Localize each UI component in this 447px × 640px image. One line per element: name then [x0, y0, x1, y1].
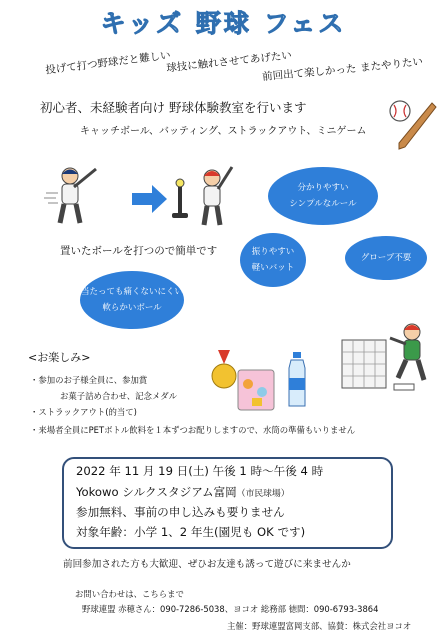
organizer: 主催：野球連盟富岡支部、協賛：株式会社ヨコオ [227, 621, 412, 631]
feature-bubble [268, 167, 378, 225]
intro-main: 初心者、未経験者向け 野球体験教室を行います [40, 100, 307, 115]
tee-caption: 置いたボールを打つので簡単です [60, 245, 218, 257]
fun-item: ・ストラックアウト(的当て) [30, 407, 137, 417]
baseball-bat-icon [385, 95, 439, 157]
welcome-text: 前回参加された方も大歓迎、ぜひお友達も誘って遊びに来ませんか [63, 559, 351, 570]
venue-note: （市民球場） [236, 489, 290, 499]
fun-heading: <お楽しみ> [28, 351, 91, 364]
fun-item: ・参加のお子様全員に、参加賞 [30, 375, 148, 385]
batting-tee-kid-illustration [170, 163, 240, 233]
page-title: キッズ 野球 フェス [100, 9, 347, 38]
tagline: またやりたい [359, 55, 424, 75]
bubble-text: シンプルなルール [289, 199, 357, 209]
bubble-text: 振りやすい [251, 246, 295, 257]
bubble-text: 軟らかいボール [102, 303, 162, 313]
feature-bubble [345, 236, 427, 280]
bubble-text: グローブ不要 [360, 252, 412, 263]
event-venue [76, 484, 290, 500]
event-date: 2022 年 11 月 19 日(土) 午後 1 時～午後 4 時 [76, 464, 324, 478]
fun-item: お菓子詰め合わせ、記念メダル [60, 391, 177, 401]
tagline: 投げて打つ野球だと難しい [44, 49, 172, 77]
intro-activities: キャッチボール、バッティング、ストラックアウト、ミニゲーム [80, 126, 367, 137]
feature-bubble [80, 271, 184, 329]
snack-bag-icon [234, 360, 282, 412]
arrow-right-icon [132, 183, 168, 215]
venue-name: Yokowo シルクスタジアム富岡 [76, 485, 237, 499]
bubble-text: 軽いバット [251, 263, 295, 273]
event-fee: 参加無料、事前の申し込みも要りません [76, 505, 285, 519]
tagline: 球技に触れさせてあげたい [165, 49, 293, 75]
fun-item: ・来場者全員にPETボトル飲料を１本ずつお配りしますので、水筒の準備もいりません [30, 425, 356, 435]
bubble-text: 分かりやすい [297, 182, 349, 193]
batter-illustration [44, 163, 104, 229]
contact-info: 野球連盟 赤穂さん：090-7286-5038、ヨコオ 総務部 徳間：090-6793-3864 [82, 604, 379, 614]
event-target: 対象年齢：小学 1、2 年生(園児も OK です) [76, 525, 306, 539]
feature-bubble [240, 233, 306, 287]
event-info-box [62, 457, 393, 549]
tagline: 前回出て楽しかった [261, 62, 357, 84]
contact-label: お問い合わせは、こちらまで [75, 589, 184, 599]
pitching-kid-illustration [338, 318, 438, 396]
pet-bottle-icon [285, 352, 309, 410]
bubble-text: 当たっても痛くないにくい [80, 286, 183, 297]
